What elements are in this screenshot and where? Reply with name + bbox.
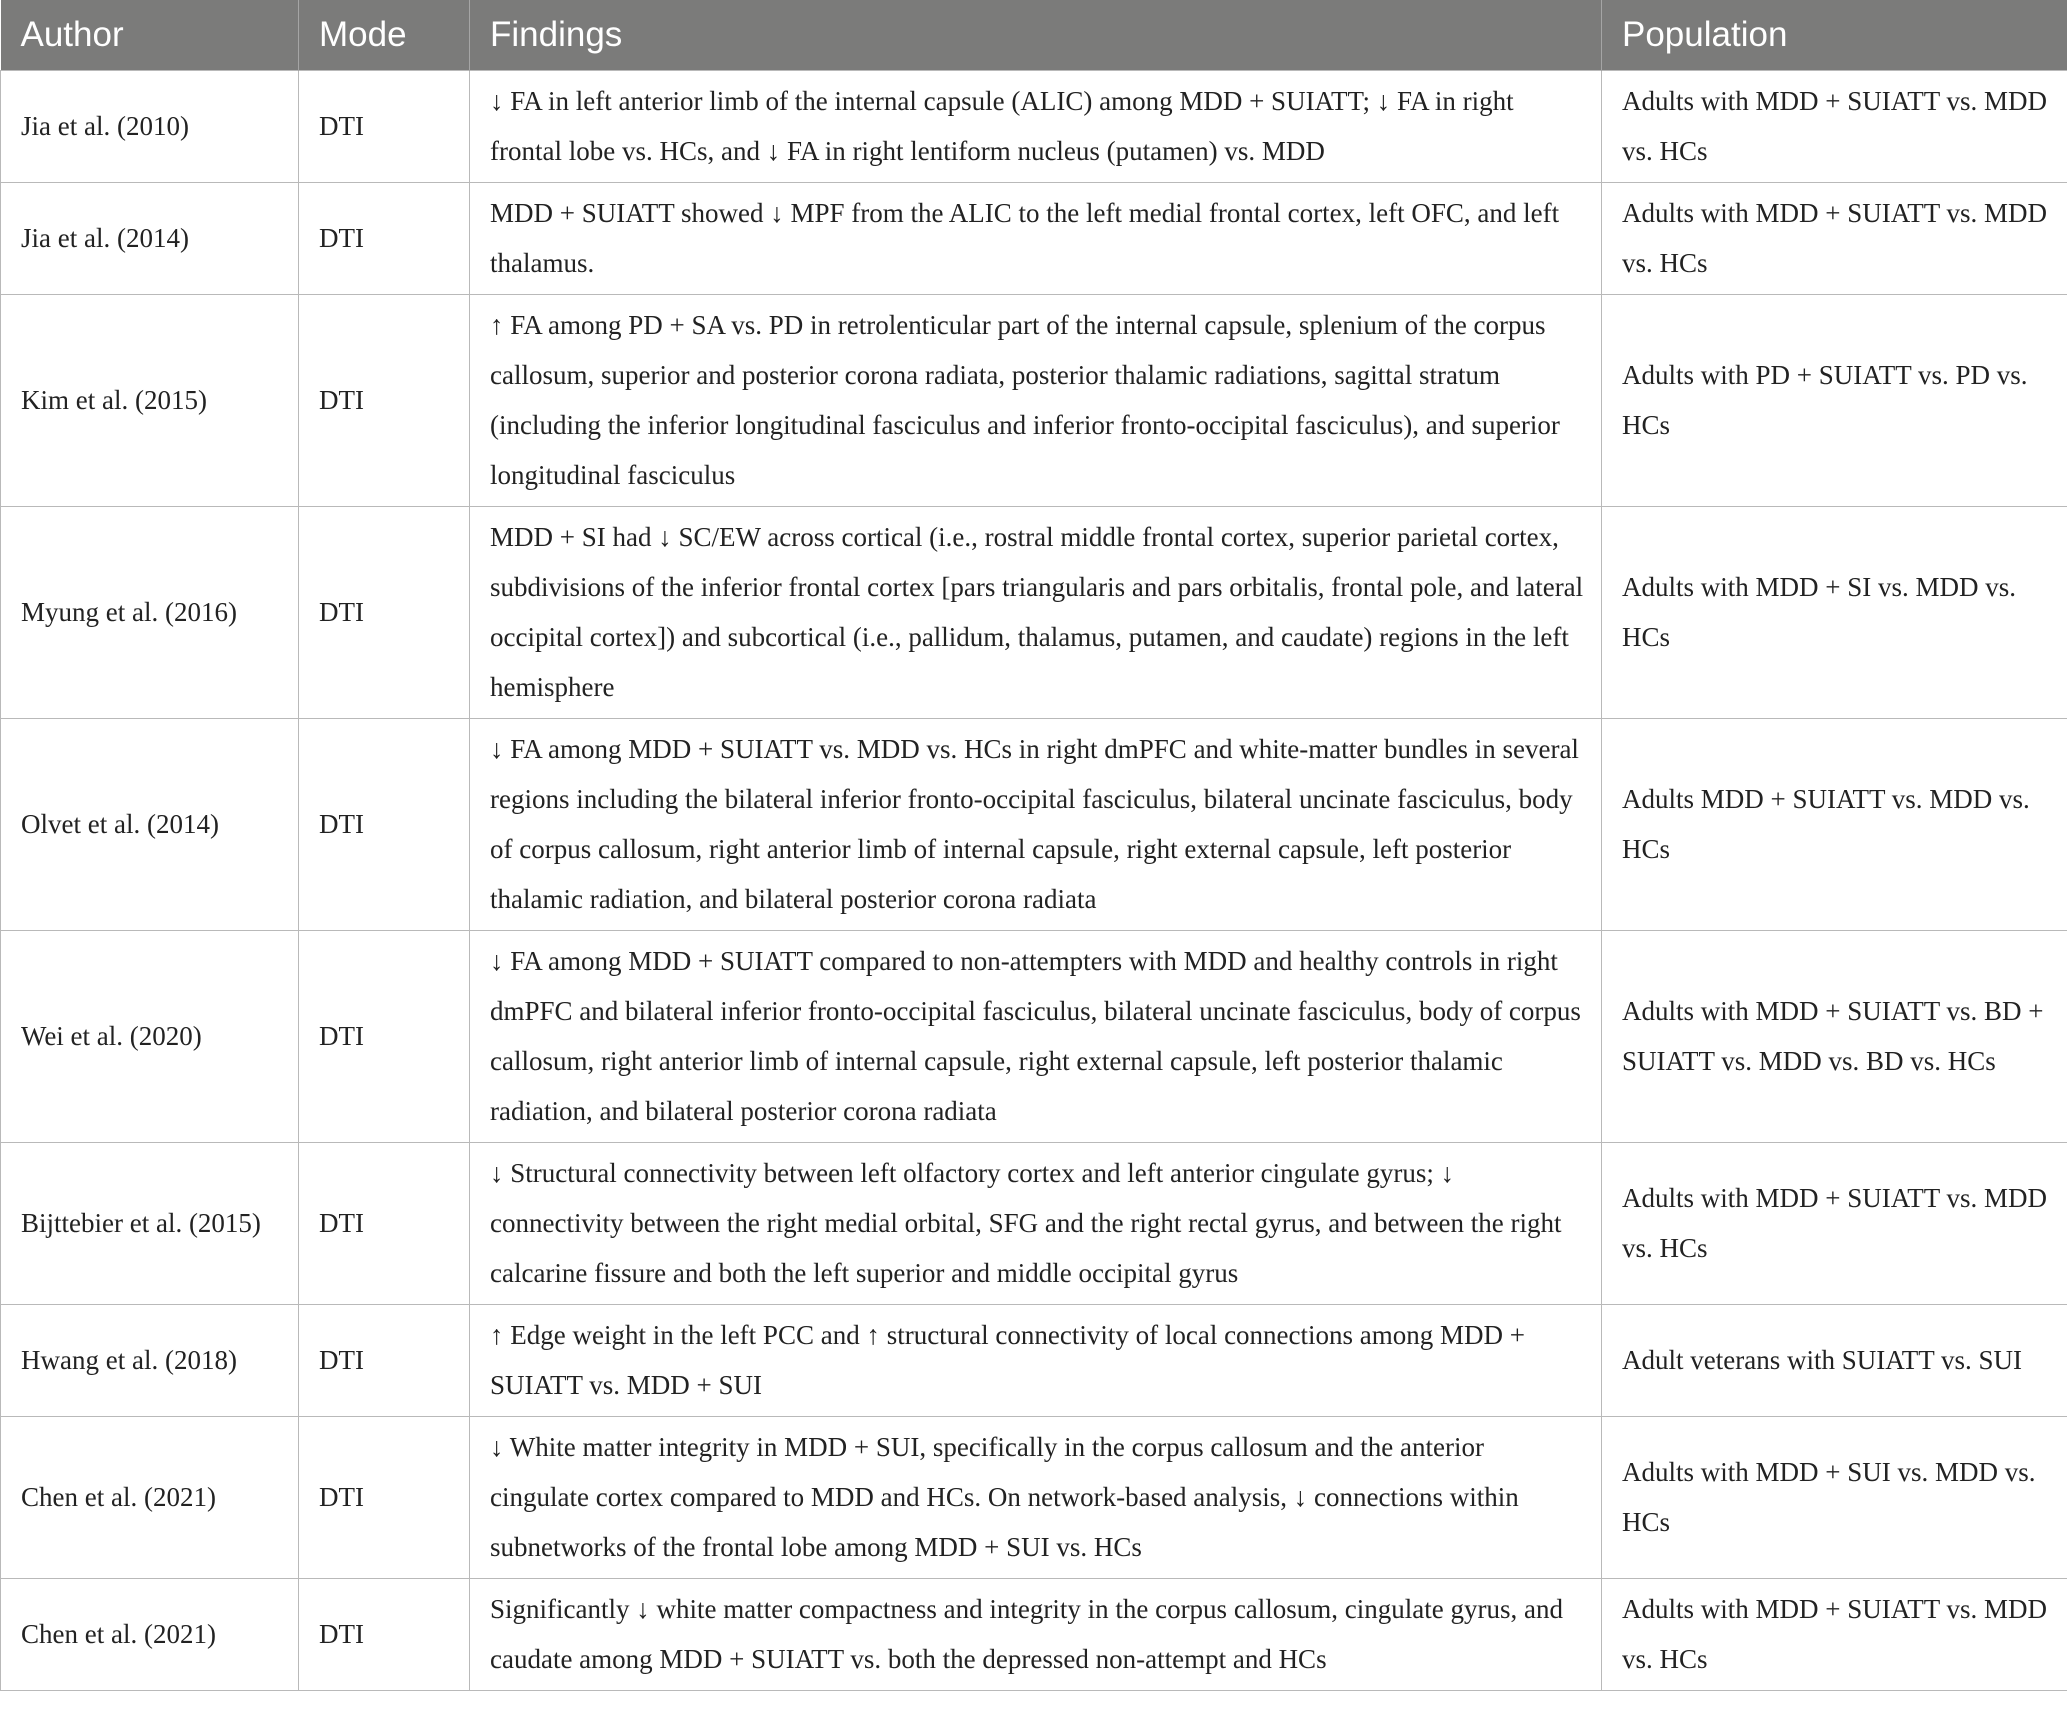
cell-findings: MDD + SUIATT showed ↓ MPF from the ALIC to the left medial frontal cortex, left OFC, and left thalamus. — [470, 182, 1602, 294]
cell-findings: MDD + SI had ↓ SC/EW across cortical (i.e., rostral middle frontal cortex, superior parietal cortex, subdivisions of the inferior frontal cortex [pars triangularis and pars orbitalis, frontal pole, and lateral occipital cortex]) and subcortical (i.e., pallidum, thalamus, putamen, and caudate) regions in the left hemisphere — [470, 506, 1602, 718]
table-body — [1, 70, 2067, 1690]
table-row — [1, 182, 2067, 294]
cell-author: Bijttebier et al. (2015) — [1, 1142, 299, 1304]
table-row — [1, 506, 2067, 718]
cell-author: Myung et al. (2016) — [1, 506, 299, 718]
cell-mode: DTI — [299, 1416, 470, 1578]
cell-author: Chen et al. (2021) — [1, 1416, 299, 1578]
cell-findings: ↓ White matter integrity in MDD + SUI, specifically in the corpus callosum and the anterior cingulate cortex compared to MDD and HCs. On network-based analysis, ↓ connections within subnetworks of the frontal lobe among MDD + SUI vs. HCs — [470, 1416, 1602, 1578]
table-row — [1, 1416, 2067, 1578]
table-row — [1, 930, 2067, 1142]
cell-findings: ↑ Edge weight in the left PCC and ↑ structural connectivity of local connections among MDD + SUIATT vs. MDD + SUI — [470, 1304, 1602, 1416]
cell-mode: DTI — [299, 1142, 470, 1304]
cell-author: Kim et al. (2015) — [1, 294, 299, 506]
header-findings: Findings — [470, 0, 1602, 70]
cell-findings: ↑ FA among PD + SA vs. PD in retrolenticular part of the internal capsule, splenium of the corpus callosum, superior and posterior corona radiata, posterior thalamic radiations, sagittal stratum (including the inferior longitudinal fasciculus and inferior fronto-occipital fasciculus), and superior longitudinal fasciculus — [470, 294, 1602, 506]
cell-population: Adults with PD + SUIATT vs. PD vs. HCs — [1602, 294, 2067, 506]
table-row — [1, 1578, 2067, 1690]
header-population: Population — [1602, 0, 2067, 70]
header-row — [1, 0, 2067, 70]
table-header — [1, 0, 2067, 70]
cell-findings: ↓ FA among MDD + SUIATT vs. MDD vs. HCs in right dmPFC and white-matter bundles in several regions including the bilateral inferior fronto-occipital fasciculus, bilateral uncinate fasciculus, body of corpus callosum, right anterior limb of internal capsule, right external capsule, left posterior thalamic radiation, and bilateral posterior corona radiata — [470, 718, 1602, 930]
cell-population: Adult veterans with SUIATT vs. SUI — [1602, 1304, 2067, 1416]
cell-mode: DTI — [299, 1578, 470, 1690]
cell-findings: Significantly ↓ white matter compactness and integrity in the corpus callosum, cingulate gyrus, and caudate among MDD + SUIATT vs. both the depressed non-attempt and HCs — [470, 1578, 1602, 1690]
cell-population: Adults with MDD + SUI vs. MDD vs. HCs — [1602, 1416, 2067, 1578]
header-mode: Mode — [299, 0, 470, 70]
table-row — [1, 70, 2067, 182]
table-row — [1, 1142, 2067, 1304]
cell-mode: DTI — [299, 506, 470, 718]
cell-mode: DTI — [299, 1304, 470, 1416]
cell-population: Adults MDD + SUIATT vs. MDD vs. HCs — [1602, 718, 2067, 930]
cell-population: Adults with MDD + SUIATT vs. MDD vs. HCs — [1602, 1142, 2067, 1304]
header-author: Author — [1, 0, 299, 70]
table-row — [1, 294, 2067, 506]
cell-author: Olvet et al. (2014) — [1, 718, 299, 930]
table-row — [1, 1304, 2067, 1416]
table-row — [1, 718, 2067, 930]
cell-mode: DTI — [299, 294, 470, 506]
cell-findings: ↓ FA among MDD + SUIATT compared to non-attempters with MDD and healthy controls in right dmPFC and bilateral inferior fronto-occipital fasciculus, bilateral uncinate fasciculus, body of corpus callosum, right anterior limb of internal capsule, right external capsule, left posterior thalamic radiation, and bilateral posterior corona radiata — [470, 930, 1602, 1142]
cell-author: Jia et al. (2010) — [1, 70, 299, 182]
cell-mode: DTI — [299, 930, 470, 1142]
cell-population: Adults with MDD + SUIATT vs. MDD vs. HCs — [1602, 70, 2067, 182]
cell-population: Adults with MDD + SUIATT vs. MDD vs. HCs — [1602, 182, 2067, 294]
cell-population: Adults with MDD + SUIATT vs. BD + SUIATT vs. MDD vs. BD vs. HCs — [1602, 930, 2067, 1142]
cell-mode: DTI — [299, 70, 470, 182]
cell-author: Hwang et al. (2018) — [1, 1304, 299, 1416]
cell-author: Chen et al. (2021) — [1, 1578, 299, 1690]
cell-author: Wei et al. (2020) — [1, 930, 299, 1142]
cell-population: Adults with MDD + SUIATT vs. MDD vs. HCs — [1602, 1578, 2067, 1690]
cell-author: Jia et al. (2014) — [1, 182, 299, 294]
cell-mode: DTI — [299, 718, 470, 930]
cell-findings: ↓ FA in left anterior limb of the internal capsule (ALIC) among MDD + SUIATT; ↓ FA in right frontal lobe vs. HCs, and ↓ FA in right lentiform nucleus (putamen) vs. MDD — [470, 70, 1602, 182]
cell-mode: DTI — [299, 182, 470, 294]
cell-findings: ↓ Structural connectivity between left olfactory cortex and left anterior cingulate gyrus; ↓ connectivity between the right medial orbital, SFG and the right rectal gyrus, and between the right calcarine fissure and both the left superior and middle occipital gyrus — [470, 1142, 1602, 1304]
cell-population: Adults with MDD + SI vs. MDD vs. HCs — [1602, 506, 2067, 718]
